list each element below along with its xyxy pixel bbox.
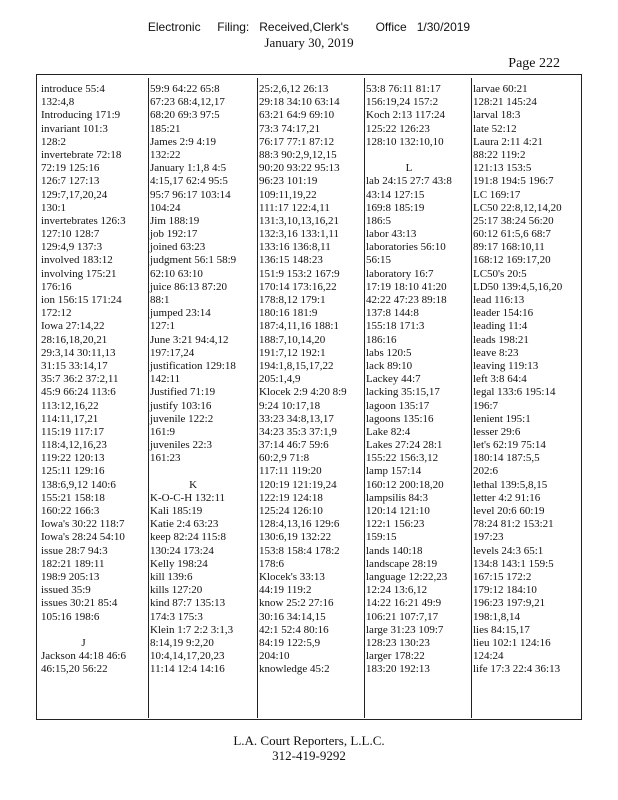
index-entry: James 2:9 4:19 [150,135,216,148]
index-entry: 56:15 [366,254,392,267]
index-entry: 191:7,12 192:1 [259,346,326,359]
index-entry: 187:4,11,16 188:1 [259,320,339,333]
index-entry: 124:24 [473,650,504,663]
index-entry: 132:4,8 [41,96,75,109]
index-entry: 73:3 74:17,21 [259,122,321,135]
footer-company: L.A. Court Reporters, L.L.C. [233,733,385,748]
index-entry: LC 169:17 [473,188,521,201]
index-entry: 161:9 [150,425,176,438]
index-entry: 170:14 173:16,22 [259,280,337,293]
index-entry: 188:7,10,14,20 [259,333,326,346]
index-entry: level 20:6 60:19 [473,505,545,517]
index-entry: job 192:17 [150,228,198,241]
column-divider [148,78,149,718]
index-entry: Jim 188:19 [150,214,200,227]
index-entry: Kelly 198:24 [150,557,208,570]
index-entry: 151:9 153:2 167:9 [259,267,340,280]
index-entry: Klocek 2:9 4:20 8:9 [259,386,347,399]
index-entry: K [189,478,198,491]
index-entry: involved 183:12 [41,254,113,267]
index-entry: 11:14 12:4 14:16 [150,663,225,676]
index-entry: juice 86:13 87:20 [150,280,227,293]
index-entry: 14:22 16:21 49:9 [366,597,442,610]
index-entry: 114:11,17,21 [41,412,99,425]
index-entry: 118:4,12,16,23 [41,439,107,452]
index-entry [41,624,126,637]
index-entry: 125:11 129:16 [41,465,105,478]
index-entry: 68:20 69:3 97:5 [150,109,220,122]
index-entry: 186:16 [366,333,397,346]
index-entry: 29:3,14 30:11,13 [41,346,116,359]
filing-stamp [0,20,618,50]
index-entry: 197:23 [473,531,504,544]
index-entry: 155:18 171:3 [366,320,425,333]
index-entry: 106:21 107:7,17 [366,610,439,623]
index-entry: 30:16 34:14,15 [259,610,326,623]
index-entry: 89:17 168:10,11 [473,241,545,254]
index-entry: 122:1 156:23 [366,518,425,531]
index-entry: 138:6,9,12 140:6 [41,478,116,491]
index-entry: Katie 2:4 63:23 [150,518,219,531]
index-entry: L [405,162,413,175]
index-entry: lagoon 135:17 [366,399,430,412]
index-entry: 42:1 52:4 80:16 [259,623,329,636]
index-entry: 84:19 122:5,9 [259,636,321,649]
index-entry: 191:8 194:5 196:7 [473,175,554,188]
index-entry: 169:8 185:19 [366,201,425,214]
index-entry: labs 120:5 [366,346,412,359]
index-entry: 136:15 148:23 [259,254,323,267]
index-entry: 167:15 172:2 [473,570,532,583]
index-entry: 31:15 33:14,17 [41,359,108,372]
index-entry: 42:22 47:23 89:18 [366,294,447,306]
index-entry: lacking 35:15,17 [366,386,440,399]
index-entry: 120:19 121:19,24 [259,478,337,491]
index-entry [150,465,236,478]
index-column-2 [150,83,236,676]
index-entry: 155:21 158:18 [41,491,105,504]
index-entry: 44:19 119:2 [259,584,312,597]
filing-date: January 30, 2019 [264,35,354,50]
index-column-5 [473,83,562,676]
index-entry: Iowa's 28:24 54:10 [41,531,125,544]
index-entry: justify 103:16 [150,399,212,412]
index-entry: ion 156:15 171:24 [41,294,122,306]
index-entry: 137:8 144:8 [366,307,419,320]
index-entry: 160:22 166:3 [41,505,100,517]
index-entry: judgment 56:1 58:9 [150,254,237,267]
index-entry: 67:23 68:4,12,17 [150,96,225,109]
index-entry: 104:24 [150,201,181,214]
index-entry: Justified 71:19 [150,386,216,399]
index-entry: June 3:21 94:4,12 [150,333,229,346]
index-entry: involving 175:21 [41,267,117,280]
footer [0,733,618,763]
index-entry: 185:21 [150,122,181,135]
index-entry: 25:17 38:24 56:20 [473,214,554,227]
index-entry: issued 35:9 [41,584,91,597]
index-entry: 113:12,16,22 [41,399,99,412]
index-entry: 45:9 66:24 113:6 [41,386,116,399]
index-entry: leads 198:21 [473,333,529,346]
index-column-4 [366,83,452,676]
index-entry: kills 127:20 [150,584,203,597]
index-entry: 35:7 36:2 37:2,11 [41,373,119,386]
index-entry: 172:12 [41,307,72,320]
filing-stamp-text: Electronic Filing: Received,Clerk's Office 1/30/2019 [147,20,471,34]
index-entry: 130:1 [41,201,67,214]
index-entry: 127:10 128:7 [41,228,100,241]
index-entry: 129:4,9 137:3 [41,241,103,254]
index-entry: lack 89:10 [366,359,413,372]
index-entry: kind 87:7 135:13 [150,597,226,610]
index-entry: 78:24 81:2 153:21 [473,518,554,531]
index-entry: LC50's 20:5 [473,267,527,280]
index-entry: 90:20 93:22 95:13 [259,162,340,175]
index-entry: 46:15,20 56:22 [41,663,108,676]
index-entry: 202:6 [473,465,499,478]
index-entry: leaving 119:13 [473,359,539,372]
index-entry: lead 116:13 [473,294,525,306]
index-entry: 128:10 132:10,10 [366,135,444,148]
index-entry: 155:22 156:3,12 [366,452,439,465]
index-entry: 37:14 46:7 59:6 [259,439,329,452]
index-entry: 205:1,4,9 [259,373,301,386]
index-entry: 119:22 120:13 [41,452,105,465]
index-entry: invertebrate 72:18 [41,148,122,161]
index-entry: 128:4,13,16 129:6 [259,518,340,531]
index-entry: legal 133:6 195:14 [473,386,556,399]
index-entry: 160:12 200:18,20 [366,478,444,491]
index-entry: 132:22 [150,148,181,161]
index-entry: 10:4,14,17,20,23 [150,650,225,663]
index-entry: lamp 157:14 [366,465,422,478]
index-entry: 180:16 181:9 [259,307,318,320]
index-entry: joined 63:23 [150,241,206,254]
index-entry: left 3:8 64:4 [473,373,527,386]
index-entry: 109:11,19,22 [259,188,317,201]
index-entry: 60:2,9 71:8 [259,452,310,465]
index-entry: kill 139:6 [150,570,193,583]
index-entry: K-O-C-H 132:11 [150,491,226,504]
index-entry: leading 11:4 [473,320,528,333]
index-entry: levels 24:3 65:1 [473,544,544,557]
index-entry: 9:24 10:17,18 [259,399,321,412]
index-entry: 161:23 [150,452,181,465]
index-entry: 176:16 [41,280,72,293]
index-entry: Klocek's 33:13 [259,570,325,583]
index-entry: Iowa's 30:22 118:7 [41,518,125,531]
index-entry: 133:16 136:8,11 [259,241,331,254]
index-entry: 142:11 [150,373,181,386]
index-entry: lieu 102:1 124:16 [473,636,551,649]
index-entry: 204:10 [259,650,290,663]
index-entry: 196:7 [473,399,499,412]
index-entry: 125:22 126:23 [366,122,430,135]
index-entry: 95:7 96:17 103:14 [150,188,231,201]
column-divider [364,78,365,718]
index-column-1 [41,83,126,676]
index-entry: 186:5 [366,214,392,227]
index-entry: 132:3,16 133:1,11 [259,228,339,241]
index-entry: LD50 139:4,5,16,20 [473,280,563,293]
index-entry: 4:15,17 62:4 95:5 [150,175,228,188]
index-entry: know 25:2 27:16 [259,597,334,610]
index-entry: larval 18:3 [473,109,521,122]
index-entry: 131:3,10,13,16,21 [259,214,340,227]
index-entry: 183:20 192:13 [366,663,430,676]
index-entry: larvae 60:21 [473,83,528,95]
index-entry: 17:19 18:10 41:20 [366,280,447,293]
index-entry: 126:7 127:13 [41,175,100,188]
index-entry: 130:24 173:24 [150,544,214,557]
index-entry: 120:14 121:10 [366,505,430,517]
index-entry: 115:19 117:17 [41,425,105,438]
index-entry: keep 82:24 115:8 [150,531,226,544]
index-entry: 128:21 145:24 [473,96,537,109]
index-entry: 127:1 [150,320,176,333]
index-entry: Introducing 171:9 [41,109,121,122]
index-entry: Klein 1:7 2:2 3:1,3 [150,623,234,636]
index-entry: 180:14 187:5,5 [473,452,540,465]
column-divider [471,78,472,718]
index-entry: 43:14 127:15 [366,188,425,201]
index-entry: late 52:12 [473,122,517,135]
index-entry: lands 140:18 [366,544,423,557]
index-entry: January 1:1,8 4:5 [150,162,227,175]
index-entry: 105:16 198:6 [41,610,100,623]
index-entry: 128:23 130:23 [366,636,430,649]
index-entry: 128:2 [41,135,67,148]
index-entry [366,149,452,162]
index-entry: 168:12 169:17,20 [473,254,551,267]
index-entry: lampsilis 84:3 [366,491,429,504]
index-entry: letter 4:2 91:16 [473,491,541,504]
index-entry: laboratories 56:10 [366,241,446,254]
index-entry: 29:18 34:10 63:14 [259,96,340,109]
index-entry: lagoons 135:16 [366,412,434,425]
index-entry: lesser 29:6 [473,425,521,438]
index-entry: 12:24 13:6,12 [366,584,428,597]
index-entry: juvenile 122:2 [150,412,214,425]
index-entry: Jackson 44:18 46:6 [41,650,126,663]
index-entry: 129:7,17,20,24 [41,188,108,201]
index-entry: 59:9 64:22 65:8 [150,83,220,95]
index-entry: lies 84:15,17 [473,623,530,636]
index-entry: life 17:3 22:4 36:13 [473,663,561,676]
index-entry: 72:19 125:16 [41,162,100,175]
index-entry: 198:9 205:13 [41,570,100,583]
index-entry: 179:12 184:10 [473,584,537,597]
index-entry: 25:2,6,12 26:13 [259,83,329,95]
index-entry: introduce 55:4 [41,83,105,95]
index-entry: 153:8 158:4 178:2 [259,544,340,557]
index-entry: 196:23 197:9,21 [473,597,546,610]
index-entry: lethal 139:5,8,15 [473,478,548,491]
index-entry: LC50 22:8,12,14,20 [473,201,562,214]
index-entry: Iowa 27:14,22 [41,320,105,333]
index-entry: leader 154:16 [473,307,534,320]
index-entry: landscape 28:19 [366,557,438,570]
index-entry: 60:12 61:5,6 68:7 [473,228,551,241]
column-divider [257,78,258,718]
index-entry: 88:1 [150,294,170,306]
index-entry: 125:24 126:10 [259,505,323,517]
index-entry: invariant 101:3 [41,122,108,135]
index-entry: 178:8,12 179:1 [259,294,326,306]
index-entry: labor 43:13 [366,228,417,241]
index-entry: 111:17 122:4,11 [259,201,330,214]
index-entry: 8:14,19 9:2,20 [150,636,214,649]
index-entry: large 31:23 109:7 [366,623,444,636]
footer-phone: 312-419-9292 [272,748,346,763]
index-entry: J [81,636,86,649]
index-entry: 122:19 124:18 [259,491,323,504]
index-entry: justification 129:18 [150,359,236,372]
index-entry: 117:11 119:20 [259,465,322,478]
index-entry: 197:17,24 [150,346,195,359]
index-entry: 88:22 119:2 [473,148,526,161]
index-entry: 88:3 90:2,9,12,15 [259,148,337,161]
index-entry: 34:23 35:3 37:1,9 [259,425,337,438]
index-entry: issue 28:7 94:3 [41,544,108,557]
index-entry: 130:6,19 132:22 [259,531,332,544]
index-entry: Laura 2:11 4:21 [473,135,543,148]
index-column-3 [259,83,347,676]
page-number: Page 222 [508,56,560,71]
index-entry: 134:8 143:1 159:5 [473,557,554,570]
index-entry: 33:23 34:8,13,17 [259,412,334,425]
index-entry: 194:1,8,15,17,22 [259,359,334,372]
index-entry: leave 8:23 [473,346,519,359]
index-entry: juveniles 22:3 [150,439,213,452]
index-entry: Kali 185:19 [150,505,203,517]
index-entry: Lake 82:4 [366,425,411,438]
index-entry: knowledge 45:2 [259,663,330,676]
index-entry: 174:3 175:3 [150,610,203,623]
index-entry: 28:16,18,20,21 [41,333,108,346]
index-entry: Lakes 27:24 28:1 [366,439,443,452]
index-entry: language 12:22,23 [366,570,448,583]
index-frame [36,74,582,720]
index-entry: larger 178:22 [366,650,425,663]
index-entry: lab 24:15 27:7 43:8 [366,175,452,188]
index-entry: 159:15 [366,531,397,544]
index-entry: 96:23 101:19 [259,175,318,188]
index-entry: 53:8 76:11 81:17 [366,83,441,95]
index-entry: laboratory 16:7 [366,267,434,280]
index-entry: let's 62:19 75:14 [473,439,546,452]
index-entry: 76:17 77:1 87:12 [259,135,335,148]
index-entry: 182:21 189:11 [41,557,105,570]
index-entry: issues 30:21 85:4 [41,597,118,610]
index-entry: jumped 23:14 [150,307,211,320]
index-entry: invertebrates 126:3 [41,214,126,227]
index-entry: 156:19,24 157:2 [366,96,439,109]
index-entry: 62:10 63:10 [150,267,203,280]
index-entry: 178:6 [259,557,285,570]
index-entry: 63:21 64:9 69:10 [259,109,335,122]
index-entry: Koch 2:13 117:24 [366,109,446,122]
index-entry: 198:1,8,14 [473,610,521,623]
index-entry: 121:13 153:5 [473,162,532,175]
index-entry: lenient 195:1 [473,412,531,425]
index-entry: Lackey 44:7 [366,373,421,386]
